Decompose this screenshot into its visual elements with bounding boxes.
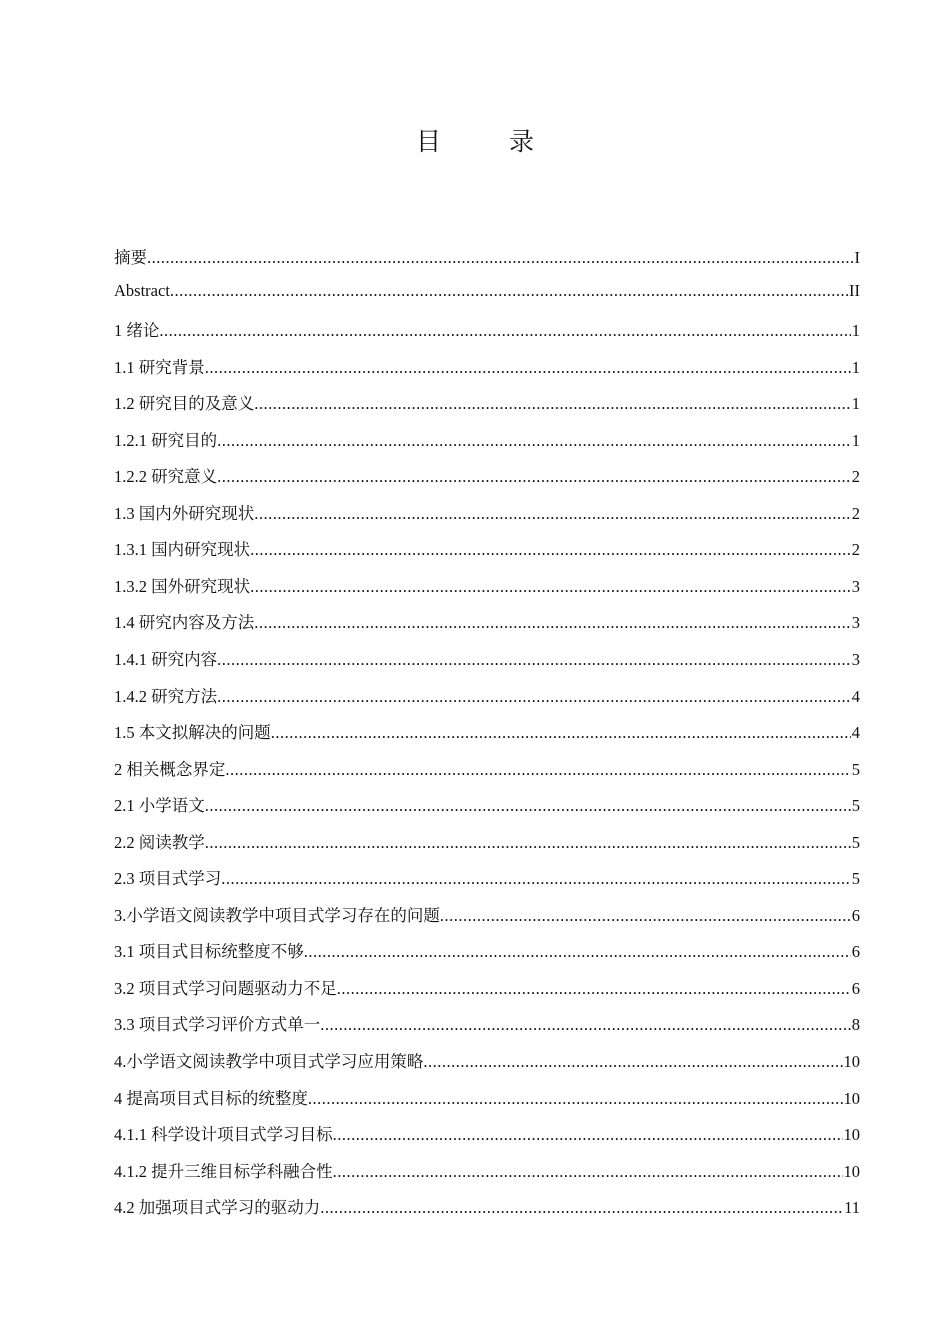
dot-leader (159, 321, 850, 341)
dot-leader (225, 760, 850, 780)
toc-entry-label: 2.2 阅读教学 (114, 832, 205, 852)
toc-entry-label: 4.小学语文阅读教学中项目式学习应用策略 (114, 1052, 424, 1072)
toc-entry-page: 10 (843, 1088, 860, 1108)
toc-entry-page: 4 (851, 723, 860, 743)
toc-entry[interactable] (114, 1048, 860, 1085)
toc-entry-label: 1.4.1 研究内容 (114, 650, 218, 670)
toc-entry-page: 2 (851, 467, 860, 487)
dot-leader (271, 723, 851, 743)
toc-entry[interactable] (114, 244, 860, 281)
toc-entry-page: 5 (851, 796, 860, 816)
toc-entry[interactable] (114, 354, 860, 391)
dot-leader (254, 613, 851, 633)
dot-leader (205, 358, 851, 378)
toc-entry-page: 6 (851, 978, 860, 998)
dot-leader (254, 394, 851, 414)
toc-entry[interactable] (114, 500, 860, 537)
toc-entry[interactable] (114, 829, 860, 866)
toc-entry[interactable] (114, 646, 860, 683)
toc-entry-page: 11 (844, 1198, 860, 1218)
toc-entry-page: 10 (843, 1125, 860, 1145)
toc-entry[interactable] (114, 792, 860, 829)
toc-entry[interactable] (114, 281, 860, 318)
toc-entry-label: 1.4 研究内容及方法 (114, 613, 255, 633)
toc-entry[interactable] (114, 938, 860, 975)
toc-entry-page: 4 (851, 686, 860, 706)
dot-leader (423, 1052, 842, 1072)
toc-entry-page: 5 (851, 869, 860, 889)
toc-entry-page: 5 (851, 759, 860, 779)
dot-leader (320, 1198, 843, 1218)
toc-entry-page: 1 (851, 394, 860, 414)
table-of-contents (114, 244, 860, 1231)
dot-leader (440, 906, 851, 926)
toc-entry-label: 3.3 项目式学习评价方式单一 (114, 1015, 321, 1035)
toc-entry-label: 3.小学语文阅读教学中项目式学习存在的问题 (114, 905, 440, 925)
dot-leader (333, 1162, 843, 1182)
toc-entry[interactable] (114, 975, 860, 1012)
toc-entry[interactable] (114, 1158, 860, 1195)
page-title: 目 录 (416, 127, 564, 156)
toc-entry-page: 5 (851, 832, 860, 852)
dot-leader (254, 504, 851, 524)
toc-entry-label: Abstract (114, 280, 170, 300)
toc-entry[interactable] (114, 390, 860, 427)
toc-entry[interactable] (114, 536, 860, 573)
toc-entry[interactable] (114, 1121, 860, 1158)
toc-entry-page: 6 (851, 905, 860, 925)
toc-entry[interactable] (114, 427, 860, 464)
toc-entry-label: 2.1 小学语文 (114, 796, 205, 816)
toc-entry-page: I (854, 248, 860, 267)
toc-entry-label: 1.2.2 研究意义 (114, 467, 218, 487)
toc-entry-page: 8 (851, 1015, 860, 1035)
toc-entry[interactable] (114, 463, 860, 500)
toc-entry[interactable] (114, 1085, 860, 1122)
toc-entry-page: 3 (851, 613, 860, 633)
dot-leader (337, 979, 851, 999)
toc-entry-page: 3 (851, 650, 860, 670)
toc-entry-page: 1 (851, 430, 860, 450)
toc-entry-label: 4 提高项目式目标的统整度 (114, 1088, 308, 1108)
toc-entry[interactable] (114, 573, 860, 610)
toc-entry-label: 2 相关概念界定 (114, 759, 226, 779)
toc-entry-label: 3.1 项目式目标统整度不够 (114, 942, 304, 962)
dot-leader (320, 1015, 851, 1035)
toc-entry[interactable] (114, 865, 860, 902)
dot-leader (221, 869, 851, 889)
dot-leader (205, 796, 851, 816)
toc-entry-label: 1.2 研究目的及意义 (114, 394, 255, 414)
toc-entry-label: 1.2.1 研究目的 (114, 430, 218, 450)
dot-leader (217, 687, 851, 707)
toc-entry-label: 3.2 项目式学习问题驱动力不足 (114, 978, 337, 998)
toc-entry-page: 10 (843, 1052, 860, 1072)
toc-entry-page: 2 (851, 503, 860, 523)
toc-entry-page: II (849, 280, 860, 300)
toc-entry-label: 1.4.2 研究方法 (114, 686, 218, 706)
dot-leader (170, 281, 848, 301)
dot-leader (217, 467, 851, 487)
toc-entry[interactable] (114, 719, 860, 756)
toc-entry-label: 4.1.2 提升三维目标学科融合性 (114, 1161, 333, 1181)
toc-entry[interactable] (114, 756, 860, 793)
toc-entry[interactable] (114, 1194, 860, 1231)
toc-entry-page: 3 (851, 576, 860, 596)
toc-entry-label: 1.3.2 国外研究现状 (114, 576, 251, 596)
toc-entry-label: 1 绪论 (114, 321, 160, 341)
dot-leader (333, 1125, 843, 1145)
toc-entry-label: 1.5 本文拟解决的问题 (114, 723, 271, 743)
dot-leader (217, 431, 851, 451)
dot-leader (217, 650, 851, 670)
dot-leader (205, 833, 851, 853)
toc-entry-label: 4.1.1 科学设计项目式学习目标 (114, 1125, 333, 1145)
toc-entry-label: 摘要 (114, 248, 147, 267)
toc-entry[interactable] (114, 609, 860, 646)
toc-entry-label: 1.1 研究背景 (114, 357, 205, 377)
dot-leader (308, 1089, 843, 1109)
toc-entry[interactable] (114, 683, 860, 720)
dot-leader (250, 577, 851, 597)
toc-entry-label: 4.2 加强项目式学习的驱动力 (114, 1198, 321, 1218)
toc-entry-label: 1.3.1 国内研究现状 (114, 540, 251, 560)
dot-leader (304, 942, 851, 962)
toc-entry[interactable] (114, 902, 860, 939)
toc-entry-page: 1 (851, 357, 860, 377)
toc-entry[interactable] (114, 1011, 860, 1048)
toc-entry[interactable] (114, 317, 860, 354)
dot-leader (250, 540, 851, 560)
toc-entry-label: 1.3 国内外研究现状 (114, 503, 255, 523)
toc-entry-page: 1 (851, 321, 860, 341)
toc-entry-page: 10 (843, 1161, 860, 1181)
toc-entry-label: 2.3 项目式学习 (114, 869, 222, 889)
toc-entry-page: 2 (851, 540, 860, 560)
toc-entry-page: 6 (851, 942, 860, 962)
dot-leader (147, 248, 854, 268)
